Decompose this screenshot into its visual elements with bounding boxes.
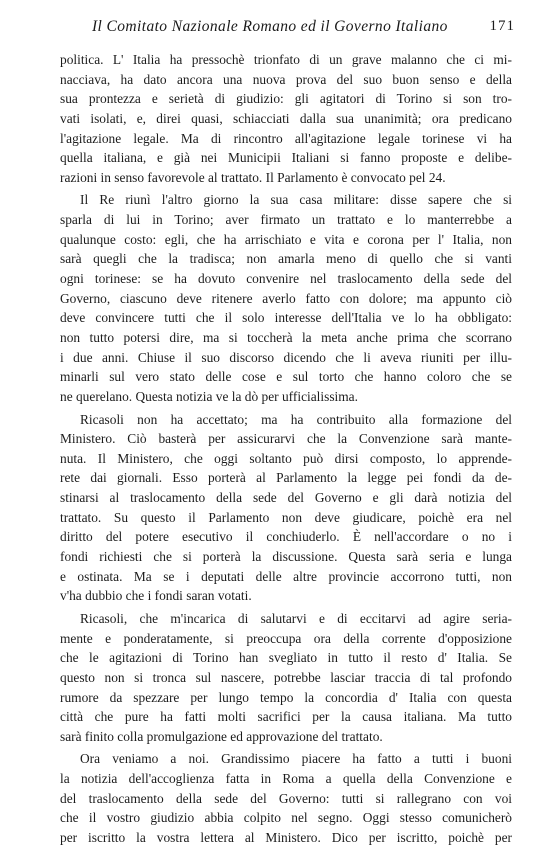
text-line: Ricasoli, che m'incarica di salutarvi e di eccitarvi ad agire seria- — [80, 610, 512, 626]
paragraph — [60, 50, 512, 187]
running-head-title: Il Comitato Nazionale Romano ed il Governo Italiano — [92, 18, 448, 35]
paragraph — [60, 410, 512, 606]
text-line: fondi richiesti che si porterà la discussione. Questa sarà seria e lunga — [60, 549, 512, 565]
text-line: non tutto potersi dire, ma si toccherà la meta anche prima che scorrano — [60, 329, 512, 345]
text-line: minarli sul vero stato delle cose e sul torto che hanno coloro che se — [60, 369, 512, 385]
text-line: qualunque costo: egli, che ha arrischiato e vita e corona per l' Italia, non — [60, 231, 512, 247]
text-line: Ministero. Ciò basterà per assicurarvi che la Convenzione sarà mante- — [60, 431, 512, 447]
text-line: deve convincere tutti che il solo interesse dell'Italia ve lo ha obbligato: — [60, 310, 512, 326]
text-line: v'ha dubbio che i fondi saran votati. — [60, 588, 252, 604]
text-line: città che pure ha fatti molti sacrifici per la causa italiana. Ma tutto — [60, 709, 512, 725]
text-line: rumore da spezzare per lungo tempo la concordia d' Italia con questa — [60, 689, 512, 705]
text-line: che il vostro giudizio abbia colpito nel segno. Oggi stesso comunicherò — [60, 810, 512, 826]
text-line: i due anni. Chiuse il suo discorso dicendo che li aveva riuniti per illu- — [60, 349, 512, 365]
text-line: ne querelano. Questa notizia ve la dò per ufficialissima. — [60, 388, 358, 404]
text-line: stinarsi al traslocamento della sede del Governo e gli darà notizia del — [60, 490, 512, 506]
text-line: diritto del potere esecutivo il conchiuderlo. È nell'accordare o no i — [60, 529, 512, 545]
text-line: nacciava, ha dato ancora una nuova prova del suo buon senso e della — [60, 71, 512, 87]
text-line: Ora veniamo a noi. Grandissimo piacere ha fatto a tutti i buoni — [80, 751, 512, 767]
paragraph — [60, 609, 512, 746]
text-line: vati isolati, e, direi quasi, schiacciati dalla sua unanimità; ora predicano — [60, 110, 512, 126]
running-head — [60, 18, 515, 40]
text-line: la notizia dell'accoglienza fatta in Roma a quella della Convenzione e — [60, 771, 512, 787]
text-line: sarà quegli che la tradisca; non amarla meno di quello che si vanti — [60, 251, 512, 267]
text-line: mente e ponderatamente, si preoccupa ora della corrente d'opposizione — [60, 630, 512, 646]
text-line: che le agitazioni di Torino han svegliato in tutto il resto d' Italia. Se — [60, 650, 512, 666]
page-number: 171 — [489, 18, 515, 34]
text-line: sua prontezza e serietà di giudizio: gli agitatori di Torino si son tro- — [60, 91, 512, 107]
text-line: Il Re riunì l'altro giorno la sua casa militare: disse sapere che si — [80, 192, 512, 208]
text-line: trattato. Su questo il Parlamento non deve giudicare, poichè era nel — [60, 509, 512, 525]
text-line: per iscritto la vostra lettera al Ministero. Dico per iscritto, poichè per — [60, 829, 512, 845]
text-line: l'agitazione legale. Ma di rincontro all'agitazione legale torinese vi ha — [60, 130, 512, 146]
text-line: ogni torinese: se ha dovuto convenire nel traslocamento della sede del — [60, 271, 512, 287]
text-line: sparla di lui in Torino; aver firmato un trattato e lo manterrebbe a — [60, 212, 512, 228]
body-text — [60, 50, 512, 848]
text-line: Ricasoli non ha accettato; ma ha contribuito alla formazione del — [80, 411, 512, 427]
text-line: nuta. Il Ministero, che oggi soltanto può dirsi composto, lo apprende- — [60, 450, 512, 466]
paragraph — [60, 749, 512, 847]
text-line: razioni in senso favorevole al trattato. Il Parlamento è convocato pel 24. — [60, 169, 446, 185]
paragraph — [60, 190, 512, 406]
text-line: questo non si tronca sul nascere, potrebbe lasciar traccia di tal profondo — [60, 669, 512, 685]
text-line: sarà finito colla promulgazione ed approvazione del trattato. — [60, 728, 383, 744]
text-line: politica. L' Italia ha pressochè trionfato di un grave malanno che ci mi- — [60, 52, 512, 67]
text-line: del traslocamento della sede del Governo: tutti si rallegrano con voi — [60, 790, 512, 806]
text-line: rete dai giornali. Esso porterà al Parlamento la legge pei fondi da de- — [60, 470, 512, 486]
text-line: Governo, ciascuno deve ritenere averlo fatto con dolore; ma appunto ciò — [60, 290, 512, 306]
text-line: quella italiana, e già nei Municipii Italiani si fanno proposte e delibe- — [60, 150, 512, 166]
text-line: e ostinata. Ma se i deputati delle altre provincie accorrono tutti, non — [60, 568, 512, 584]
